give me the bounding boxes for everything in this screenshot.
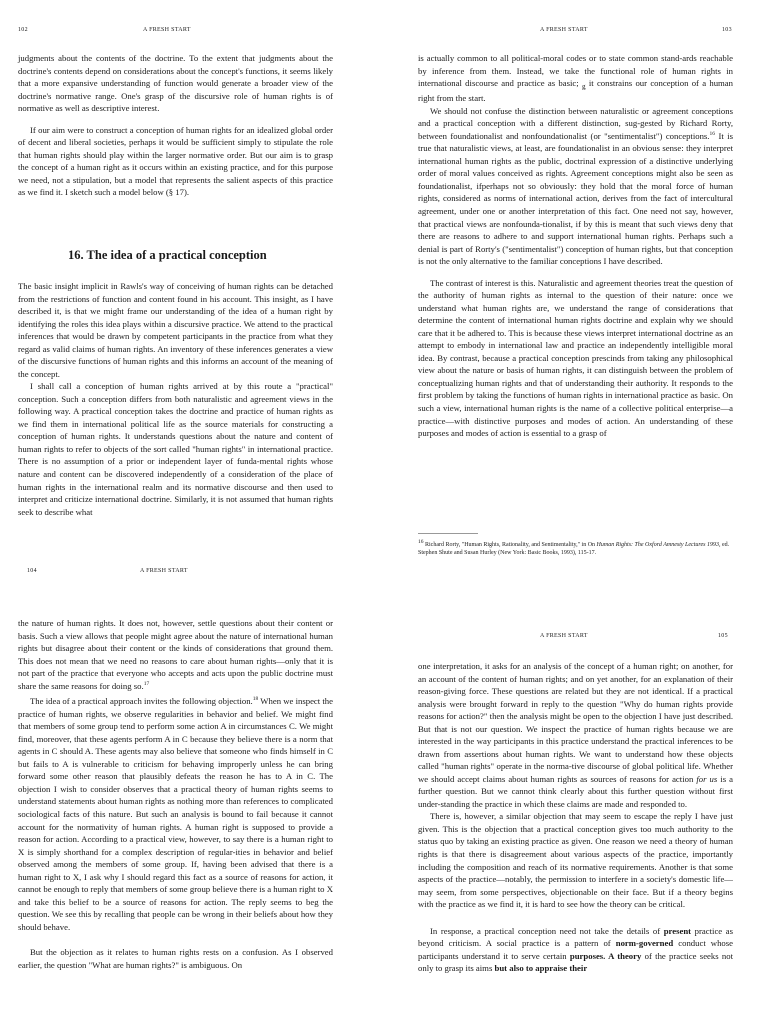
paragraph — [418, 925, 733, 975]
text-run: The idea of a practical approach invites the following objection. — [30, 696, 253, 707]
text-run: In response, a practical conception need not take the details of — [430, 925, 661, 936]
page-number: 102 — [18, 27, 28, 33]
page-number: 103 — [722, 27, 732, 33]
page-102-body — [18, 52, 333, 199]
text-run: the nature of human rights. It does not, however, settle questions about their content or basis. Such a view allows that people might agree about the nature of international human rights but disagree about their content or the kinds of considerations that ground them. This does not mean that we need no reasons to care about human rights—only that it is not part of the practice that everyone who accepts and acts upon the public doctrine must share the same reasons for doing so. — [18, 618, 333, 691]
text-run: Richard Rorty, "Human Rights, Rationality, and Sentimentality," in On — [425, 542, 596, 548]
bold-text: but also to appraise their — [494, 963, 588, 974]
text-run: practice as beyond criticism. A social practice is a pattern of — [418, 925, 733, 949]
paragraph — [418, 105, 733, 268]
paragraph: There is, however, a similar objection that may seem to escape the reply I have just given. This is the objection that a practical conception gives too much authority to the status quo by taking an existing practice as given. One reason we need a theory of human rights is that there is disagreement about various aspects of the practice, importantly including the composition and reach of its normative requirements. Another is that some aspects of the practice—notably, the permission to interfere in a society's domestic life— may seem, from some perspectives, objectionable on their face. But if a theory begins with the practice as we find it, it is hard to see how the theory can be critical. — [418, 811, 733, 910]
page-105-body — [418, 660, 733, 975]
paragraph — [418, 52, 733, 105]
text-run: is actually common to all political-moral codes or to state common stand-ards reachable by inference from them. Instead, we take the functional role of human rights in international discourse and practice as basic; — [418, 53, 733, 89]
note-reference: 17 — [143, 680, 150, 687]
bold-text: present — [663, 925, 692, 936]
bold-text: norm-governed — [615, 938, 674, 949]
page-number: 104 — [27, 568, 37, 574]
running-head: A FRESH START — [143, 27, 191, 33]
section-heading: 16. The idea of a practical conception — [68, 248, 267, 262]
footnote — [418, 541, 736, 558]
text-run: conduct whose participants understand it to serve certain — [418, 938, 734, 961]
note-reference: 16 — [709, 130, 715, 137]
note-reference: 18 — [252, 696, 259, 703]
text-run: one interpretation, it asks for an analysis of the concept of a human right; on another, for an account of the content of human rights; and on yet another, for an explanation of their reason-giving force. These questions are related but they are not identical. If a practical analysis were brought forward in reply to the question "Why do human rights provide reasons for action?" then the analysis might be open to the objection I have just described. But that is not our question. We inspect the practice of human rights because we are interested in the way participants in this practice understand the practical inferences to be drawn from assertions about human rights. We want to understand how these objects called "human rights" operate in the norma-tive discourse of global political life. Whether we should accept claims about human rights as sources of reasons for action — [418, 661, 733, 784]
text-run: Human Rights: The Oxford Amnesty Lectures 1993, — [596, 542, 721, 548]
text-run: of the practice seeks not only to grasp its aims — [418, 950, 734, 974]
footnote-marker: 16 — [418, 539, 424, 545]
page-103-body — [418, 52, 733, 440]
running-head: A FRESH START — [540, 27, 588, 33]
page-104-body — [18, 617, 333, 971]
footnote-rule — [418, 533, 478, 534]
emphasis: for us — [696, 773, 718, 784]
text-run: It is true that naturalistic views, at least, are foundationalist in an obvious sense: they interpret international human rights as the public, doctrinal expression of a distinctive underlying order of moral values conceived as rights. Agreement conceptions might also be seen as foundationalist, ifperhaps not so obviously: they hold that the moral force of human rights, considered as norms of international action, derives from the fact of intercultural agreement, under one or another interpretation of this fact. One need not say, however, that practical views are nonfounda-tionalist, if by this is meant that such views deny that there are reasons to adhere to and support international human rights. Perhaps such a denial is part of Rorty's ("sentimentalist") conception of human rights, but that conception is not the only alternative to the familiar conceptions I have described. — [418, 130, 733, 267]
text-run: it constrains our conception of a human right from the start. — [418, 78, 734, 104]
paragraph — [18, 617, 333, 692]
paragraph: The contrast of interest is this. Naturalistic and agreement theories treat the question of the authority of human rights as internal to the question of their nature: once we understand what human rights are, we understand the range of considerations that determine the content of international human rights doctrine and explain why we should care that it be adhered to. This is because these views interpret international doctrine as an attempt to embody in international law and practice an independently intelligible moral idea. By contrast, because a practical conception prescinds from taking any philosophical view about the nature or basis of human rights, it can distinguish between the problem of conceptualizing human rights and that of understanding their authority. It responds to the first problem by taking the functions of human rights in international practice as basic. On such a view, international human rights is the name of a collective political enterprise—a practice—with distinctive purposes and modes of action. An understanding of these purposes and modes of action is essential to a grasp of — [418, 277, 733, 439]
running-head: A FRESH START — [540, 633, 588, 639]
paragraph — [18, 695, 333, 933]
paragraph — [418, 660, 733, 810]
stray-marker: g — [581, 82, 586, 91]
text-run: ed. Stephen Shute and Susan Hurley (New York: Basic Books, 1993), 115-17. — [418, 542, 730, 557]
paragraph: But the objection as it relates to human rights rests on a confusion. As I observed earlier, the question "What are human rights?" is ambiguous. On — [18, 947, 333, 970]
paragraph: I shall call a conception of human rights arrived at by this route a "practical" conception. Such a conception differs from both naturalistic and agreement views in the following way. A practical conception takes the doctrine and practice of human rights as we find them in international political life as the source materials for constructing a conception of human rights. It understands questions about the nature and content of human rights to refer to objects of the sort called "human rights" in international practice. There is no assumption of a prior or independent layer of funda-mental rights whose nature and content can be discovered independently of a consideration of the place of human rights in the international realm and its normative discourse and then used to interpret and criticize international doctrine. Similarly, it is not assumed that human rights seek to describe what — [18, 381, 333, 517]
page-number: 105 — [718, 633, 728, 639]
paragraph: If our aim were to construct a conception of human rights for an idealized global order of decent and liberal societies, perhaps it would be sufficient simply to stipulate the role that human rights should play within the larger normative order. But our aim is to grasp the concept of a human right as it occurs within an existing practice, and for this purpose we need, not a stipulation, but a model that represents the salient aspects of this practice as we find it. I sketch such a model below (§ 17). — [18, 124, 333, 198]
page-102-body-continued — [18, 280, 333, 518]
paragraph: The basic insight implicit in Rawls's way of conceiving of human rights can be detached from the restrictions of function and content found in his account. This insight, as I have described it, is that we might frame our understanding of the idea of a human right by identifying the roles this idea plays within a discursive practice. We attend to the practical inferences that would be drawn by competent participants in the practice from what they regard as valid claims of human rights. An inventory of these inferences generates a view of the discursive functions of human rights and this informs an account of the meaning of the concept. — [18, 281, 333, 379]
text-run: We should not confuse the distinction between naturalistic or agreement conceptions and a practical conception with a different distinction, sug-gested by Richard Rorty, between foundationalist and nonfoundationalist (or "sentimentalist") conceptions. — [418, 105, 733, 141]
text-run: is a further question. But we cannot think clearly about this further question without first under-standing the practice in which these claims are made and responded to. — [418, 773, 734, 809]
paragraph: judgments about the contents of the doctrine. To the extent that judgments about the doctrine's contents depend on considerations about the concept's functions, it seems likely that a more expansive understanding of function would generate a broader view of the doctrine's normative range. One's grasp of the discursive role of human rights is of normative as well as descriptive interest. — [18, 53, 333, 114]
running-head: A FRESH START — [140, 568, 188, 574]
bold-text: purposes. A theory — [569, 950, 642, 961]
text-run: When we inspect the practice of human rights, we observe regularities in behavior and belief. We might find that members of some group tend to perform some action A in circumstances C. We might find, moreover, that these agents perform A in C because they believe there is a norm that agents in C should A. These agents may also believe that someone who finds himself in C but fails to A is vulnerable to criticism for behaving improperly unless he can bring forward some other reason that plausibly defeats the reason he has to A in C. The objection I wish to consider observes that a practical theory of human rights seems to understand statements about human rights as nothing more than references to complicated sociological facts of this nature. But such an analysis is bound to fail because it cannot account for the normativity of human rights. A human right is supposed to provide a reason for action. According to a practical view, however, to say there is a human right to X is simply shorthand for a complex description of regular-ities in behavior and belief observed among the members of some group. If, having been advised that there is a human right to X, I ask why I should regard this fact as a source of reasons for action, it cannot be enough to reply that members of some group believe there is a human right to X and take this belief to be a source of reasons for action. The reply seems to beg the question. We see this by recalling that people can be wrong in their beliefs about how they should behave. — [18, 696, 334, 932]
